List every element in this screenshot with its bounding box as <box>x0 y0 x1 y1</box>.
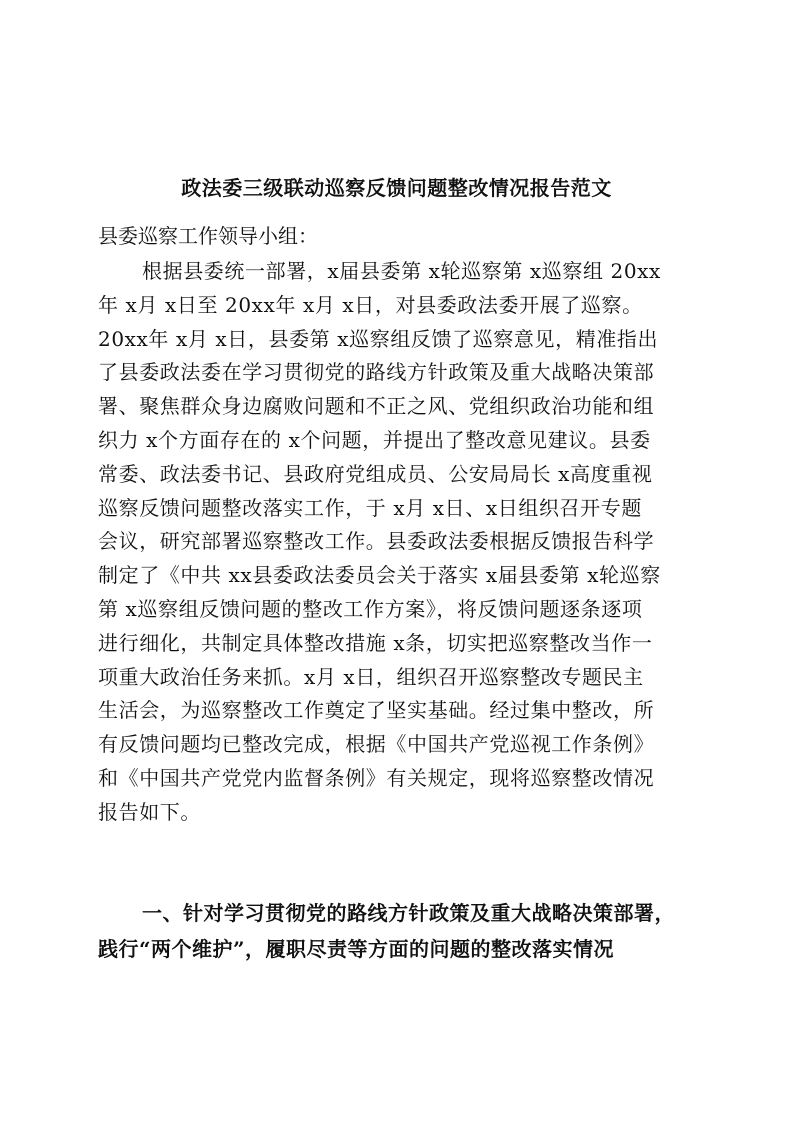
paragraph-line: 进行细化，共制定具体整改措施 x条，切实把巡察整改当作一 <box>98 630 653 655</box>
body-paragraph <box>98 255 688 830</box>
section-heading-line: 践行“两个维护”，履职尽责等方面的问题的整改落实情况 <box>98 937 615 961</box>
document-title: 政法委三级联动巡察反馈问题整改情况报告范文 <box>181 176 612 200</box>
paragraph-line: 署、聚焦群众身边腐败问题和不正之风、党组织政治功能和组 <box>98 394 655 419</box>
paragraph-line: 常委、政法委书记、县政府党组成员、公安局局长 x高度重视 <box>98 461 653 486</box>
paragraph-line: 20xx年 x月 x日，县委第 x巡察组反馈了巡察意见，精准指出 <box>98 326 659 351</box>
paragraph-line: 项重大政治任务来抓。x月 x日，组织召开巡察整改专题民主 <box>98 664 644 689</box>
paragraph-line: 第 x巡察组反馈问题的整改工作方案》，将反馈问题逐条逐项 <box>98 596 643 621</box>
salutation: 县委巡察工作领导小组： <box>98 224 318 248</box>
paragraph-line: 织力 x个方面存在的 x个问题，并提出了整改意见建议。县委 <box>98 427 651 452</box>
paragraph-line: 制定了《中共 xx县委政法委员会关于落实 x届县委第 x轮巡察 <box>98 563 661 588</box>
paragraph-line: 巡察反馈问题整改落实工作，于 x月 x日、x日组织召开专题 <box>98 495 642 520</box>
paragraph-line: 会议，研究部署巡察整改工作。县委政法委根据反馈报告科学 <box>98 529 655 554</box>
paragraph-line: 年 x月 x日至 20xx年 x月 x日，对县委政法委开展了巡察。 <box>98 292 643 317</box>
paragraph-line: 生活会，为巡察整改工作奠定了坚实基础。经过集中整改，所 <box>98 698 655 723</box>
paragraph-line: 了县委政法委在学习贯彻党的路线方针政策及重大战略决策部 <box>98 360 655 385</box>
paragraph-line: 报告如下。 <box>98 799 201 824</box>
section-heading-line: 一、针对学习贯彻党的路线方针政策及重大战略决策部署， <box>142 901 675 925</box>
section-heading <box>98 895 698 967</box>
paragraph-line: 和《中国共产党党内监督条例》有关规定，现将巡察整改情况 <box>98 765 655 790</box>
paragraph-line: 有反馈问题均已整改完成，根据《中国共产党巡视工作条例》 <box>98 732 655 757</box>
paragraph-line: 根据县委统一部署，x届县委第 x轮巡察第 x巡察组 20xx <box>142 259 661 283</box>
